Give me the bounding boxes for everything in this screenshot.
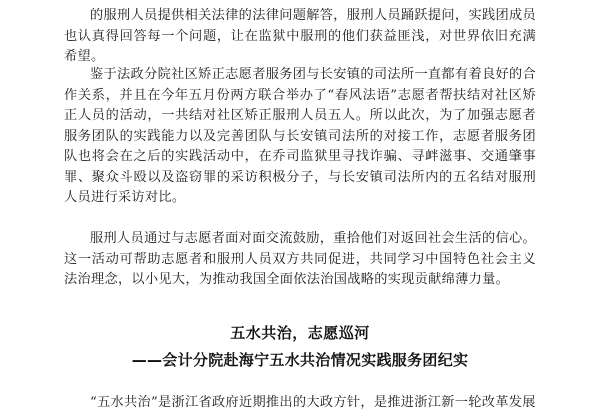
paragraph-partnership: 鉴于法政分院社区矫正志愿者服务团与长安镇的司法所一直都有着良好的合作关系，并且在今年五月份两方联合举办了“春风法语”志愿者帮扶结对社区矫正人员的活动，一共结对社区矫正服刑人员五人。所以此次，为了加强志愿者服务团队的实践能力以及完善团队与长安镇司法所的对接工作，志愿者服务团队也将会在之后的实践活动中，在乔司监狱里寻找诈骗、寻衅滋事、交通肇事罪、聚众斗殴以及盗窃罪的采访积极分子，与长安镇司法所内的五名结对服刑人员进行采访对比。: [64, 67, 536, 206]
paragraph-five-water: “五水共治”是浙江省政府近期推出的大政方针，是推进浙江新一轮改革发展: [90, 395, 536, 411]
section-subtitle: ——会计分院赴海宁五水共治情况实践服务团纪实: [131, 351, 469, 369]
paragraph-exchange: 服刑人员通过与志愿者面对面交流鼓励，重拾他们对返回社会生活的信心。这一活动可帮助志愿者和服刑人员双方共同促进，共同学习中国特色社会主义法治理念，以小见大，为推动我国全面依法治国战略的实现贡献绵薄力量。: [64, 231, 536, 288]
section-title: 五水共治，志愿巡河: [230, 324, 370, 342]
paragraph-top: 的服刑人员提供相关法律的法律问题解答，服刑人员踊跃提问，实践团成员也认真得回答每一个问题，让在监狱中服刑的他们获益匪浅，对世界依旧充满希望。: [64, 8, 536, 65]
